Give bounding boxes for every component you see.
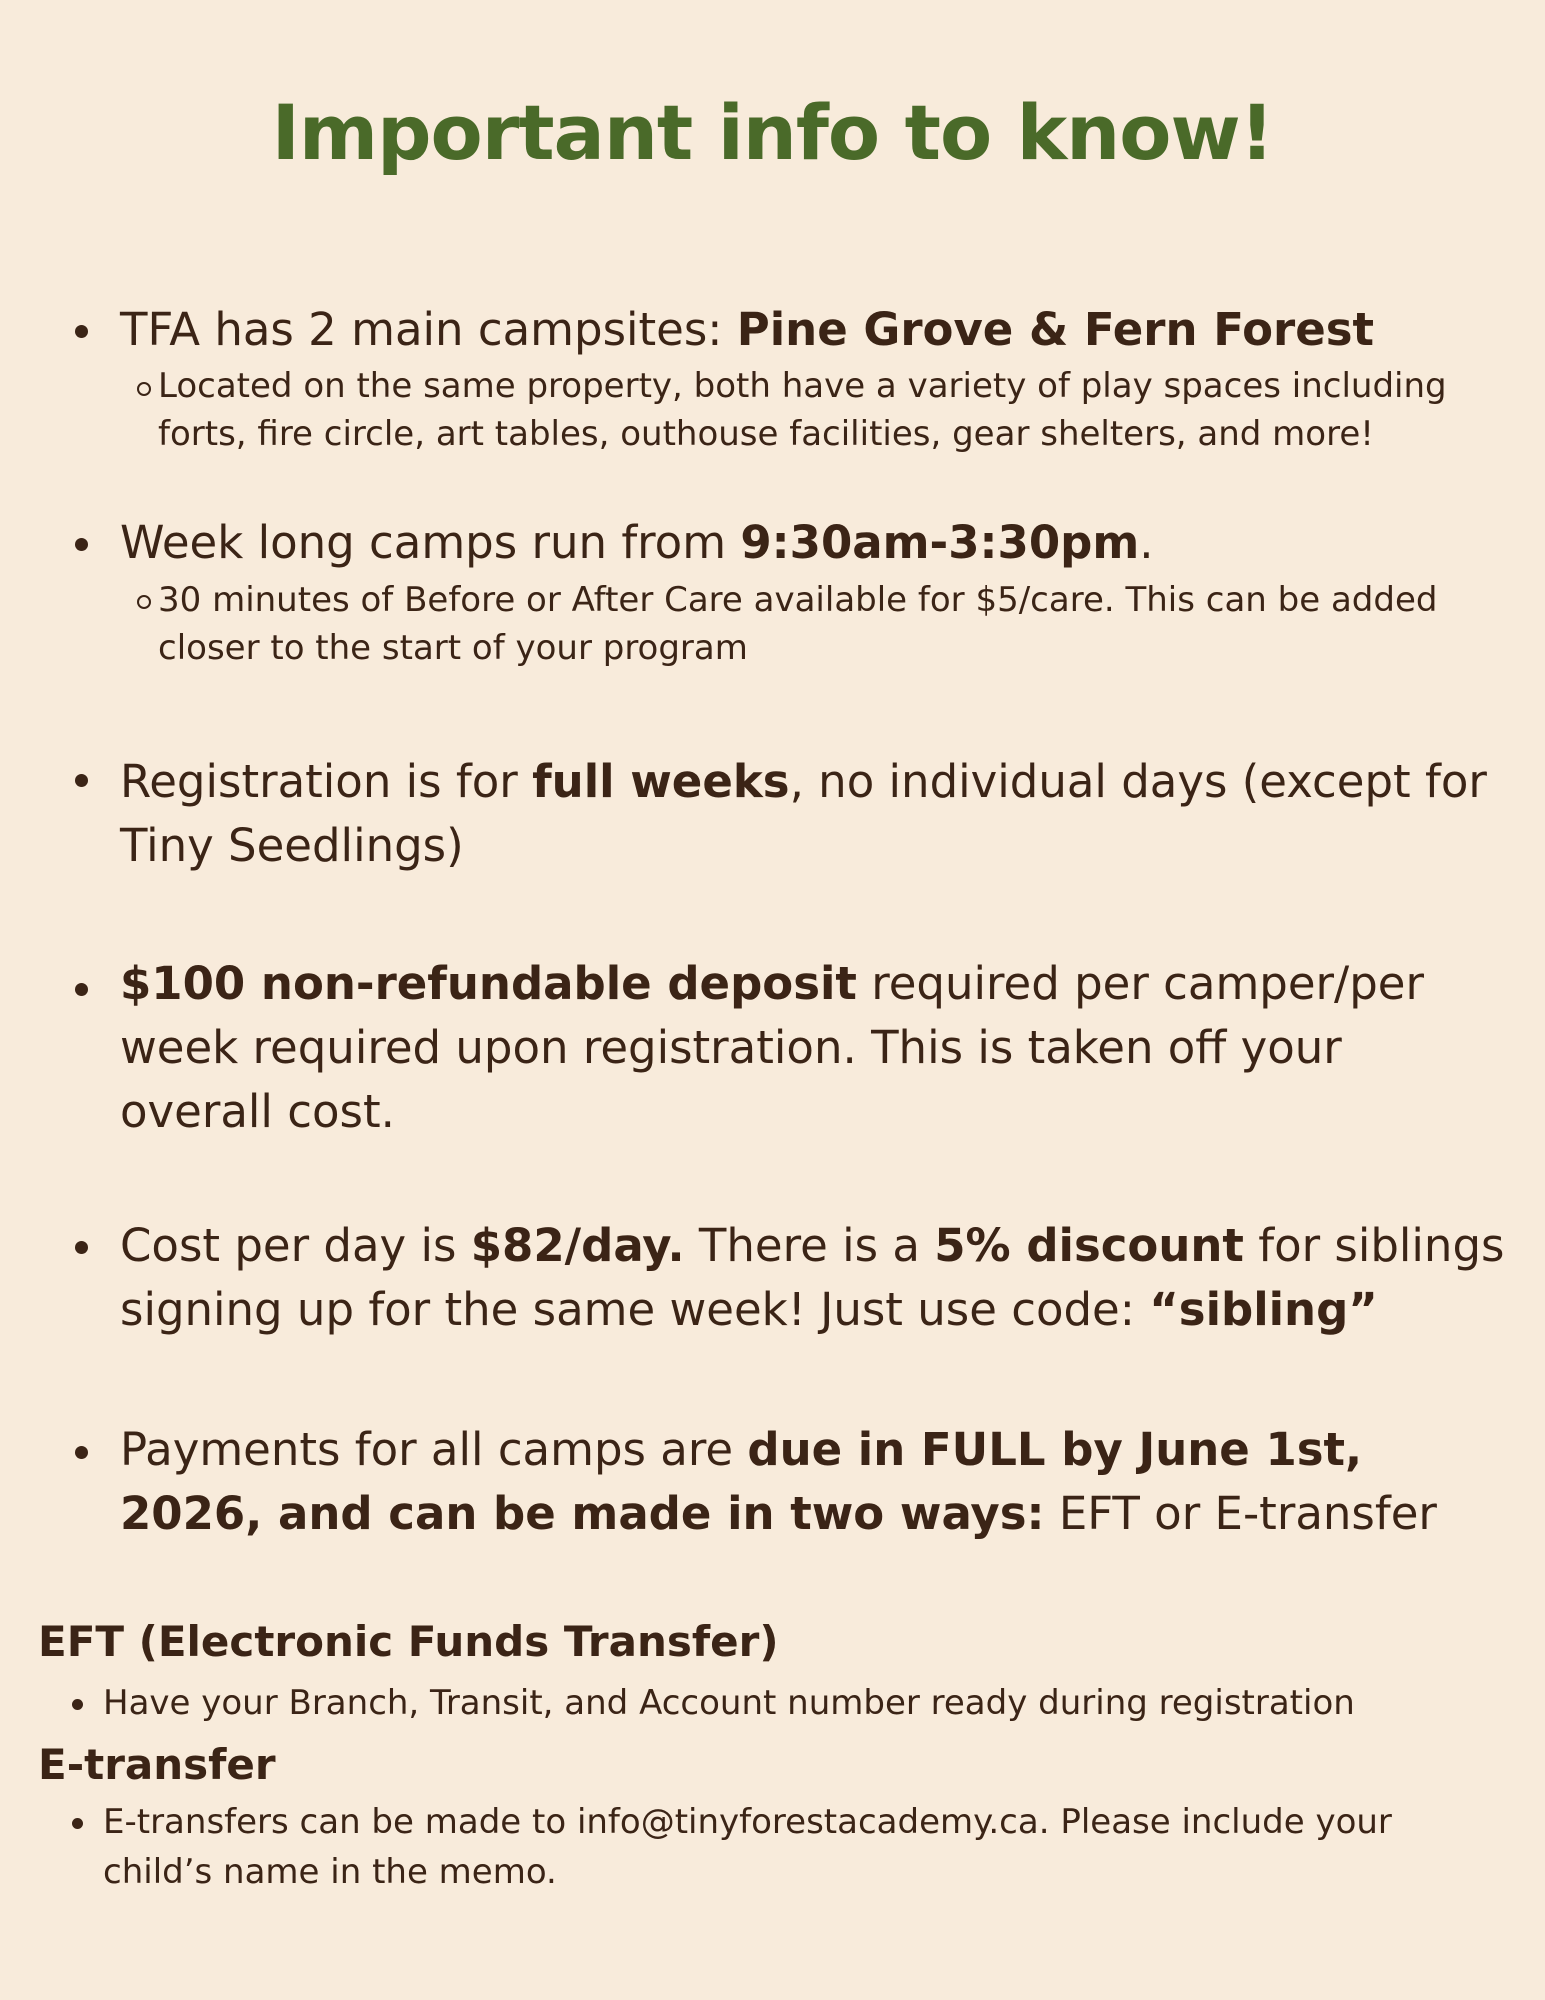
circle-bullet-icon bbox=[137, 382, 151, 396]
eft-text: Have your Branch, Transit, and Account number ready during registration bbox=[103, 1683, 1355, 1723]
registration-rest: , no individual days (except for Tiny Seedlings) bbox=[120, 755, 1487, 872]
circle-bullet-icon bbox=[137, 595, 151, 609]
cost-text: Cost per day is bbox=[120, 1219, 471, 1272]
campsites-text: TFA has 2 main campsites: bbox=[120, 303, 737, 356]
discount-value: 5% discount bbox=[934, 1219, 1244, 1272]
deposit-text: required per camper/per week required upon registration. This is taken off your overall cost. bbox=[120, 957, 1424, 1138]
bullet-icon bbox=[75, 983, 88, 996]
etransfer-text: E-transfers can be made to info@tinyforestacademy.ca. Please include your child’s name in the memo. bbox=[103, 1802, 1392, 1892]
registration-bold: full weeks bbox=[532, 755, 790, 808]
discount-text: for siblings signing up for the same week! Just use code: bbox=[120, 1219, 1505, 1336]
cost-value: $82/day. bbox=[470, 1219, 685, 1272]
cost-mid: There is a bbox=[684, 1219, 935, 1272]
bullet-icon bbox=[75, 1241, 88, 1254]
page-title: Important info to know! bbox=[271, 88, 1274, 177]
registration-text: Registration is for bbox=[120, 755, 533, 808]
deposit-bold: $100 non-refundable deposit bbox=[120, 957, 857, 1010]
eft-heading: EFT (Electronic Funds Transfer) bbox=[38, 1617, 779, 1666]
hours-value: 9:30am-3:30pm bbox=[740, 516, 1140, 569]
cost-item bbox=[120, 1214, 1505, 1342]
bullet-icon bbox=[75, 538, 88, 551]
bullet-icon bbox=[72, 1818, 83, 1829]
campsites-item bbox=[120, 298, 1505, 362]
hours-punct: . bbox=[1139, 516, 1154, 569]
bullet-icon bbox=[75, 774, 88, 787]
deposit-item bbox=[120, 952, 1505, 1144]
payment-methods: EFT or E-transfer bbox=[1044, 1487, 1437, 1540]
hours-item bbox=[120, 511, 1505, 575]
payment-text: Payments for all camps are bbox=[120, 1423, 748, 1476]
registration-item bbox=[120, 750, 1505, 878]
hours-text: Week long camps run from bbox=[120, 516, 741, 569]
payment-item bbox=[120, 1418, 1505, 1546]
care-detail: 30 minutes of Before or After Care available for $5/care. This can be added closer to the start of your program bbox=[158, 580, 1438, 668]
bullet-icon bbox=[75, 1446, 88, 1459]
payment-deadline: due in FULL by June 1st, 2026, and can be made in two ways: bbox=[120, 1423, 1363, 1540]
bullet-icon bbox=[72, 1699, 83, 1710]
campsites-detail: Located on the same property, both have a variety of play spaces including forts, fire circle, art tables, outhouse facilities, gear shelters, and more! bbox=[158, 366, 1447, 454]
etransfer-heading: E-transfer bbox=[38, 1740, 276, 1789]
campsites-names: Pine Grove & Fern Forest bbox=[736, 303, 1375, 356]
sibling-code: “sibling” bbox=[1149, 1283, 1378, 1336]
bullet-icon bbox=[75, 325, 88, 338]
